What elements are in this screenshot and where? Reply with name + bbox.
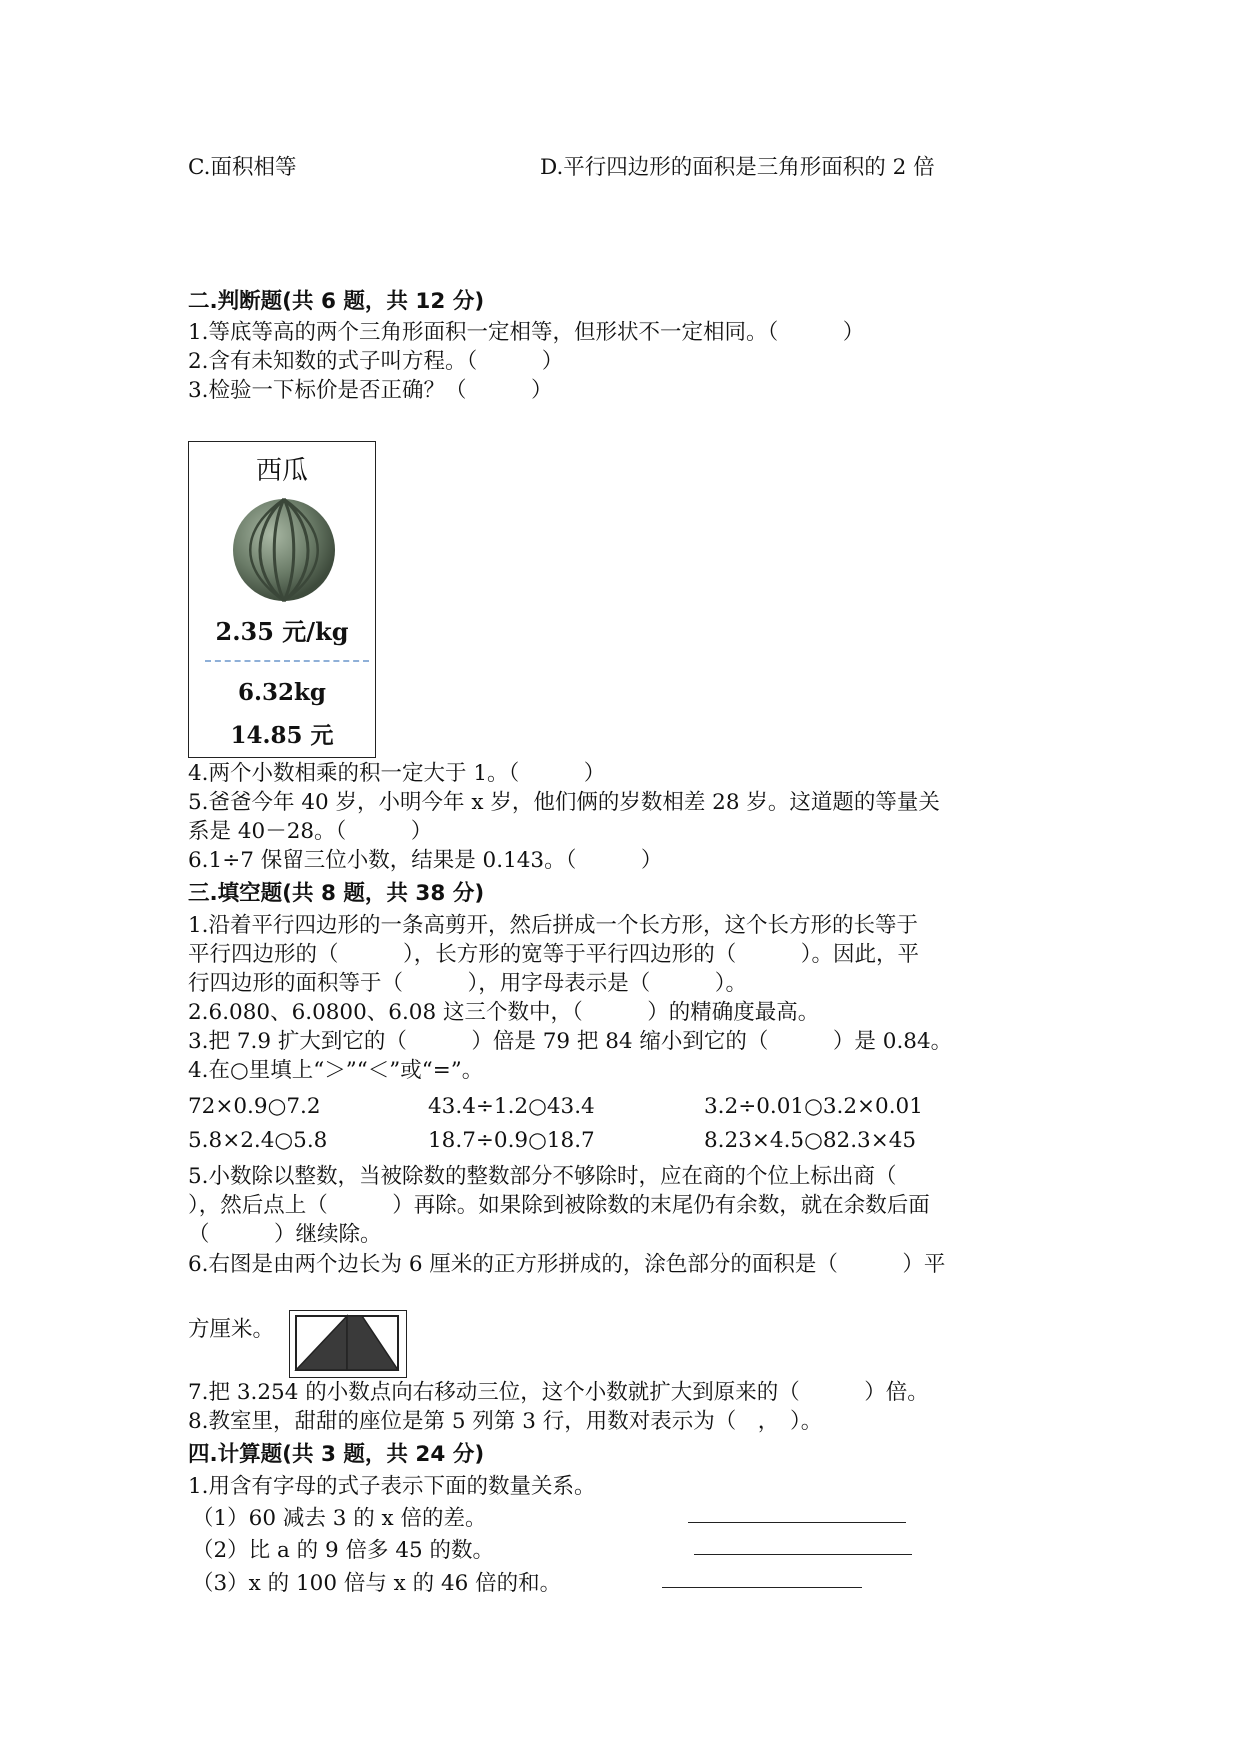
s3-question-1-line3: 行四边形的面积等于（ ），用字母表示是（ ）。 — [188, 971, 748, 996]
s2-question-3: 3.检验一下标价是否正确？（ ） — [188, 378, 553, 403]
comparison-item: 8.23×4.5○82.3×45 — [704, 1128, 917, 1153]
s2-question-5-line2: 系是 40－28。（ ） — [188, 819, 433, 844]
figure-total: 14.85 元 — [230, 722, 334, 749]
s3-question-6-line2: 方厘米。 — [188, 1317, 275, 1342]
dashed-divider — [205, 660, 369, 662]
comparison-item: 18.7÷0.9○18.7 — [428, 1128, 595, 1153]
s3-question-3: 3.把 7.9 扩大到它的（ ）倍是 79 把 84 缩小到它的（ ）是 0.84。 — [188, 1029, 953, 1054]
squares-figure — [289, 1310, 407, 1378]
s3-question-5-line1: 5.小数除以整数，当被除数的整数部分不够除时，应在商的个位上标出商（ — [188, 1164, 897, 1189]
s3-question-8: 8.教室里，甜甜的座位是第 5 列第 3 行，用数对表示为（ ， ）。 — [188, 1409, 823, 1434]
option-c: C.面积相等 — [188, 155, 297, 180]
s2-question-1: 1.等底等高的两个三角形面积一定相等，但形状不一定相同。（ ） — [188, 320, 865, 345]
watermelon-icon — [231, 497, 337, 603]
figure-title: 西瓜 — [255, 456, 308, 486]
answer-blank-1[interactable] — [688, 1502, 906, 1527]
section3-heading: 三.填空题(共 8 题，共 38 分) — [188, 881, 485, 906]
s4-item-1: （1）60 减去 3 的 x 倍的差。 — [192, 1506, 487, 1531]
s4-item-3: （3）x 的 100 倍与 x 的 46 倍的和。 — [192, 1571, 562, 1596]
figure-weight: 6.32kg — [237, 679, 327, 706]
s3-question-4: 4.在○里填上“＞”“＜”或“=”。 — [188, 1058, 484, 1083]
s4-item-2: （2）比 a 的 9 倍多 45 的数。 — [192, 1538, 495, 1563]
comparison-item: 72×0.9○7.2 — [188, 1094, 321, 1119]
option-d: D.平行四边形的面积是三角形面积的 2 倍 — [540, 155, 935, 180]
s3-question-1-line1: 1.沿着平行四边形的一条高剪开，然后拼成一个长方形，这个长方形的长等于 — [188, 913, 919, 938]
s3-question-5-line2: ），然后点上（ ）再除。如果除到被除数的末尾仍有余数，就在余数后面 — [188, 1193, 930, 1218]
s3-question-5-line3: （ ）继续除。 — [188, 1222, 382, 1247]
comparison-item: 43.4÷1.2○43.4 — [428, 1094, 595, 1119]
figure-price: 2.35 元/kg — [215, 617, 349, 646]
shaded-triangles-diagram — [290, 1311, 405, 1376]
comparison-item: 3.2÷0.01○3.2×0.01 — [704, 1094, 923, 1119]
s2-question-4: 4.两个小数相乘的积一定大于 1。（ ） — [188, 761, 606, 786]
s4-question-1: 1.用含有字母的式子表示下面的数量关系。 — [188, 1474, 596, 1499]
s3-question-1-line2: 平行四边形的（ ），长方形的宽等于平行四边形的（ ）。因此，平 — [188, 942, 920, 967]
section2-heading: 二.判断题(共 6 题，共 12 分) — [188, 289, 485, 314]
s2-question-2: 2.含有未知数的式子叫方程。（ ） — [188, 349, 564, 374]
comparison-item: 5.8×2.4○5.8 — [188, 1128, 328, 1153]
s2-question-5-line1: 5.爸爸今年 40 岁，小明今年 x 岁，他们俩的岁数相差 28 岁。这道题的等量关 — [188, 790, 940, 815]
s2-question-6: 6.1÷7 保留三位小数，结果是 0.143。（ ） — [188, 848, 663, 873]
s3-question-6-line1: 6.右图是由两个边长为 6 厘米的正方形拼成的，涂色部分的面积是（ ）平 — [188, 1252, 946, 1277]
watermelon-price-figure — [188, 441, 376, 758]
section4-heading: 四.计算题(共 3 题，共 24 分) — [188, 1442, 485, 1467]
s3-question-7: 7.把 3.254 的小数点向右移动三位，这个小数就扩大到原来的（ ）倍。 — [188, 1380, 929, 1405]
s3-question-2: 2.6.080、6.0800、6.08 这三个数中，（ ）的精确度最高。 — [188, 1000, 820, 1025]
answer-blank-3[interactable] — [662, 1567, 862, 1592]
answer-blank-2[interactable] — [694, 1534, 912, 1559]
